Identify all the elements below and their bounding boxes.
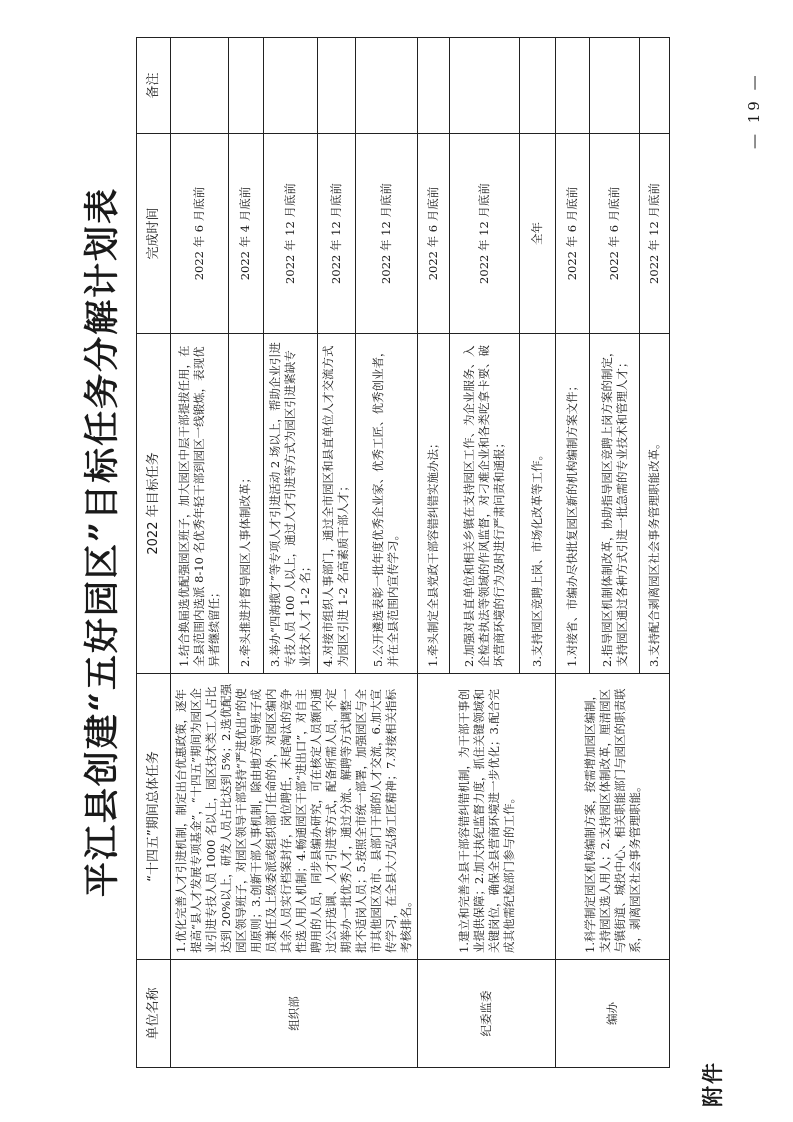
deadline-cell: 2022 年 12 月底前	[355, 134, 417, 334]
deadline-cell: 2022 年 12 月底前	[263, 134, 317, 334]
target-cell: 2.牵头推进并督导园区人事体制改革；	[228, 334, 263, 674]
header-unit: 单位名称	[137, 960, 171, 1068]
target-cell: 1.结合换届选优配强园区班子，加大园区中层干部提拔任用，在全县范围内选派 8-10 名优秀年轻干部到园区一线锻炼，表现优异者继续留任；	[171, 334, 229, 674]
target-cell: 1.对接省、市编办尽快批复园区新的机构编制方案文件；	[556, 334, 590, 674]
table-header-row	[137, 38, 171, 1068]
deadline-cell: 2022 年 12 月底前	[640, 134, 670, 334]
target-cell: 4.对接市组织人事部门，通过全市园区和县直单位人才交流方式为园区引进 1-2 名高素质干部人才；	[317, 334, 355, 674]
remark-cell	[640, 38, 670, 134]
deadline-cell: 2022 年 12 月底前	[450, 134, 520, 334]
deadline-cell: 2022 年 6 月底前	[418, 134, 450, 334]
page-number: — 19 —	[745, 72, 763, 149]
unit-cell: 组织部	[171, 960, 418, 1068]
target-cell: 5.公开遴选表彰一批年度优秀企业家、优秀工匠、优秀创业者，并在全县范围内宣传学习。	[355, 334, 417, 674]
header-remark: 备注	[137, 38, 171, 134]
deadline-cell: 2022 年 6 月底前	[556, 134, 590, 334]
deadline-cell: 全年	[520, 134, 556, 334]
unit-cell: 纪委监委	[418, 960, 556, 1068]
header-overall: “十四五”期间总体任务	[137, 674, 171, 960]
remark-cell	[228, 38, 263, 134]
task-table	[136, 37, 670, 1068]
overall-task-cell: 1.建立和完善全县干部容错纠错机制，为干部干事创业提供保障；2.加大执纪监督力度，抓住关键领域和关键岗位，确保全县营商环境进一步优化；3.配合完成其他需纪检部门参与的工作。	[418, 674, 556, 960]
target-cell: 2.指导园区机制体制改革，协助指导园区竞聘上岗方案的制定，支持园区通过各种方式引进一批急需的专业技术和管理人才；	[590, 334, 640, 674]
deadline-cell: 2022 年 12 月底前	[317, 134, 355, 334]
header-target: 2022 年目标任务	[137, 334, 171, 674]
target-cell: 2.加强对县直单位和相关乡镇在支持园区工作、为企业服务、入企检查执法等领域的作风监督，对刁难企业和各类吃拿卡要、破坏营商环境的行为及时进行严肃问责和通报；	[450, 334, 520, 674]
remark-cell	[556, 38, 590, 134]
table-row	[556, 38, 590, 1068]
overall-task-cell: 1.优化完善人才引进机制，制定出台优惠政策，逐年提高“县人才发展专项基金”，“十四五”期间为园区企业引进专技人员 1000 名以上，园区技术类工人占比达到 20%以上，研发人员占比达到 5%；2.选优配强园区领导班子，对园区领导干部坚持“严进优出”的使用原则；3.创新干部人事机制，除由地方领导班子成员兼任及上级委派或组织部门任命的外，对园区编内其余人员实行档案封存，岗位聘任，末尾淘汰的竞争性选人用人机制；4.畅通园区干部“进出口”，对自主聘用的人员，同步县编办研究，可在核定人员额内通过公开选调、人才引进等方式，配备所需人员，不定期举办一批优秀人才，通过分流、解聘等方式调整一批不适岗人员；5.按照全市统一部署，加强园区与全市其他园区及市、县部门干部的人才交流，6.加大宣传学习，在全县大力弘扬工匠精神；7.对接相关指标考核排名。	[171, 674, 418, 960]
remark-cell	[263, 38, 317, 134]
table-row	[171, 38, 229, 1068]
target-cell: 3.支持园区竞聘上岗、市场化改革等工作。	[520, 334, 556, 674]
remark-cell	[418, 38, 450, 134]
attachment-label: 附件	[701, 1061, 725, 1107]
target-cell: 1.牵头制定全县党政干部容错纠错实施办法；	[418, 334, 450, 674]
remark-cell	[450, 38, 520, 134]
remark-cell	[355, 38, 417, 134]
overall-task-cell: 1.科学制定园区机构编制方案，按需增加园区编制，支持园区选人用人；2.支持园区体制改革，厘清园区与镇街道、城投中心、相关职能部门与园区的职责联系，剥离园区社会事务管理职能。	[556, 674, 670, 960]
remark-cell	[590, 38, 640, 134]
deadline-cell: 2022 年 6 月底前	[171, 134, 229, 334]
remark-cell	[520, 38, 556, 134]
unit-cell: 编办	[556, 960, 670, 1068]
deadline-cell: 2022 年 4 月底前	[228, 134, 263, 334]
remark-cell	[171, 38, 229, 134]
deadline-cell: 2022 年 6 月底前	[590, 134, 640, 334]
target-cell: 3.支持配合剥离园区社会事务管理职能改革。	[640, 334, 670, 674]
page-title: 平江县创建“五好园区”目标任务分解计划表	[82, 186, 123, 898]
header-deadline: 完成时间	[137, 134, 171, 334]
remark-cell	[317, 38, 355, 134]
target-cell: 3.举办“四海揽才”等专项人才引进活动 2 场以上，帮助企业引进专技人员 100 人以上，通过人才引进等方式为园区引进紧缺专业技术人才 1-2 名；	[263, 334, 317, 674]
table-row	[418, 38, 450, 1068]
